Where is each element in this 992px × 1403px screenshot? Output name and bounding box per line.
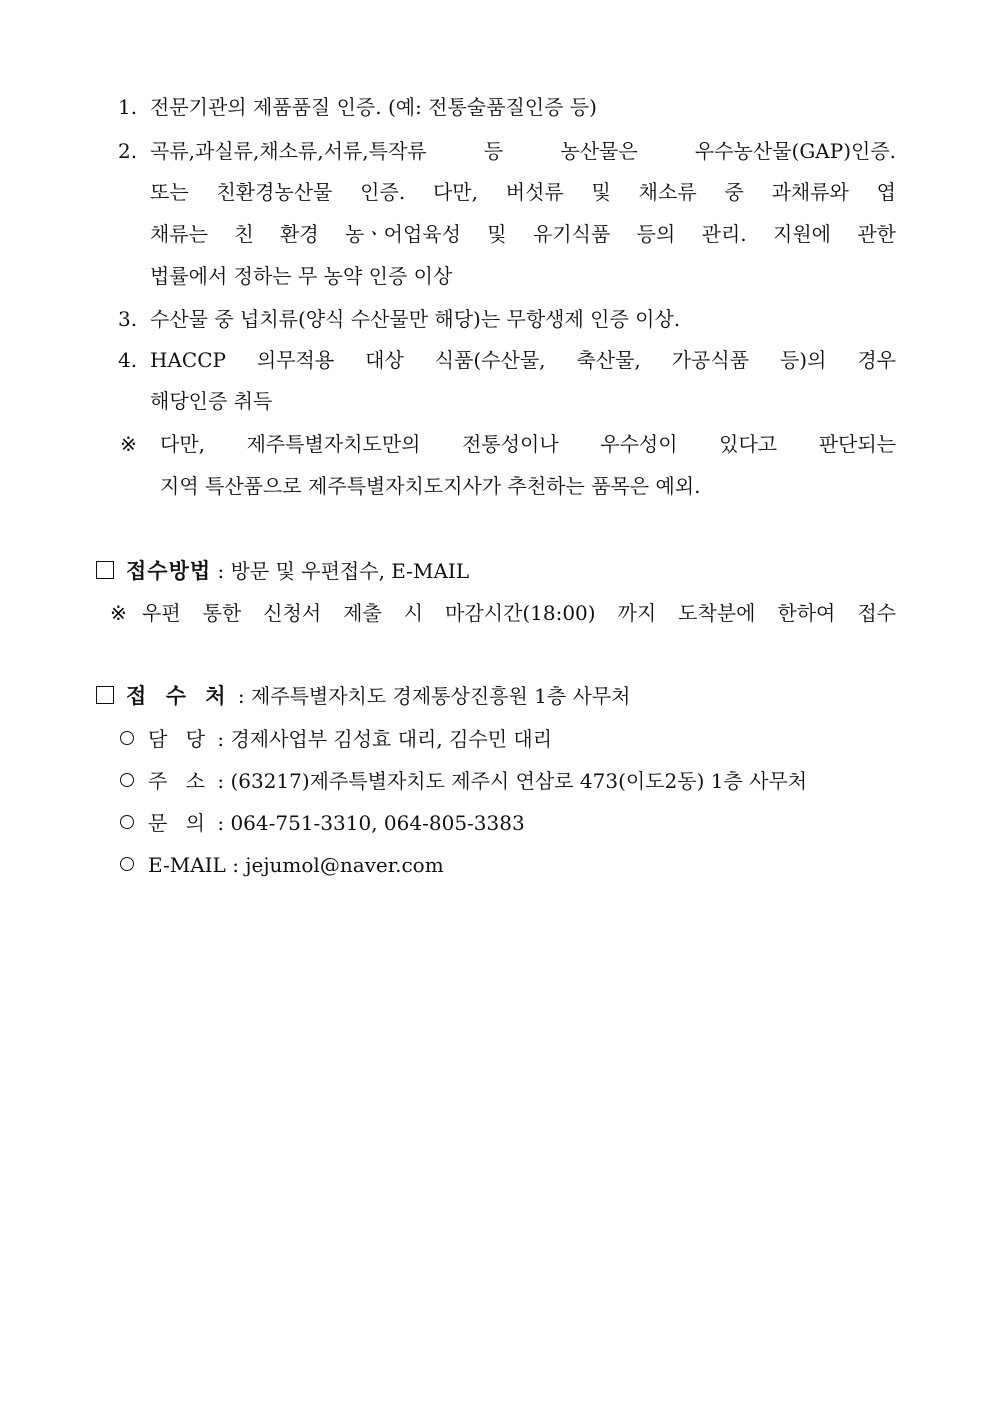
checkbox-square-icon — [96, 561, 114, 579]
bullet-circle-icon — [120, 815, 134, 829]
office-value: : 제주특별자치도 경제통상진흥원 1층 사무처 — [237, 684, 631, 708]
item-2-line-1: 곡류,과실류,채소류,서류,특작류 등 농산물은 우수농산물(GAP)인증. — [150, 139, 896, 163]
item-3-text: 수산물 중 넙치류(양식 수산물만 해당)는 무항생제 인증 이상. — [150, 307, 681, 331]
office-item-label: E-MAIL — [148, 853, 226, 877]
item-3-number: 3. — [118, 307, 138, 331]
office-item-value[interactable]: : jejumol@naver.com — [232, 853, 444, 877]
item-2-line-4: 법률에서 정하는 무 농약 인증 이상 — [150, 264, 453, 288]
office-item-address — [120, 766, 807, 796]
exception-note-line-1: 다만, 제주특별자치도만의 전통성이나 우수성이 있다고 판단되는 — [160, 432, 896, 456]
exception-note-mark: ※ — [120, 432, 137, 456]
item-4-number: 4. — [118, 348, 138, 372]
office-item-value: : 064-751-3310, 064-805-3383 — [217, 811, 525, 835]
method-section — [96, 556, 469, 586]
item-1-text: 전문기관의 제품품질 인증. (예: 전통술품질인증 등) — [150, 95, 597, 119]
office-item-label: 주 소 — [148, 769, 211, 793]
exception-note-line-2: 지역 특산품으로 제주특별자치도지사가 추천하는 품목은 예외. — [160, 474, 701, 498]
method-note: 우편 통한 신청서 제출 시 마감시간(18:00) 까지 도착분에 한하여 접수 — [142, 601, 896, 625]
office-section — [96, 681, 631, 711]
item-1-number: 1. — [118, 95, 138, 119]
office-item-value: : (63217)제주특별자치도 제주시 연삼로 473(이도2동) 1층 사무처 — [217, 769, 808, 793]
method-title: 접수방법 — [126, 559, 212, 583]
bullet-circle-icon — [120, 731, 134, 745]
office-item-email — [120, 850, 444, 880]
bullet-circle-icon — [120, 773, 134, 787]
item-2-line-3: 채류는 친 환경 농ㆍ어업육성 및 유기식품 등의 관리. 지원에 관한 — [150, 222, 896, 246]
office-item-label: 담 당 — [148, 727, 211, 751]
office-item-manager — [120, 724, 552, 754]
checkbox-square-icon — [96, 686, 114, 704]
office-title: 접 수 처 — [126, 684, 232, 708]
method-value: : 방문 및 우편접수, E-MAIL — [217, 559, 470, 583]
bullet-circle-icon — [120, 857, 134, 871]
item-2-line-2: 또는 친환경농산물 인증. 다만, 버섯류 및 채소류 중 과채류와 엽 — [150, 180, 896, 204]
office-item-value: : 경제사업부 김성효 대리, 김수민 대리 — [217, 727, 553, 751]
item-2-number: 2. — [118, 139, 138, 163]
item-4-line-2: 해당인증 취득 — [150, 389, 273, 413]
office-item-label: 문 의 — [148, 811, 211, 835]
method-note-mark: ※ — [110, 601, 127, 625]
item-4-line-1: HACCP 의무적용 대상 식품(수산물, 축산물, 가공식품 등)의 경우 — [150, 348, 896, 372]
office-item-contact — [120, 808, 525, 838]
